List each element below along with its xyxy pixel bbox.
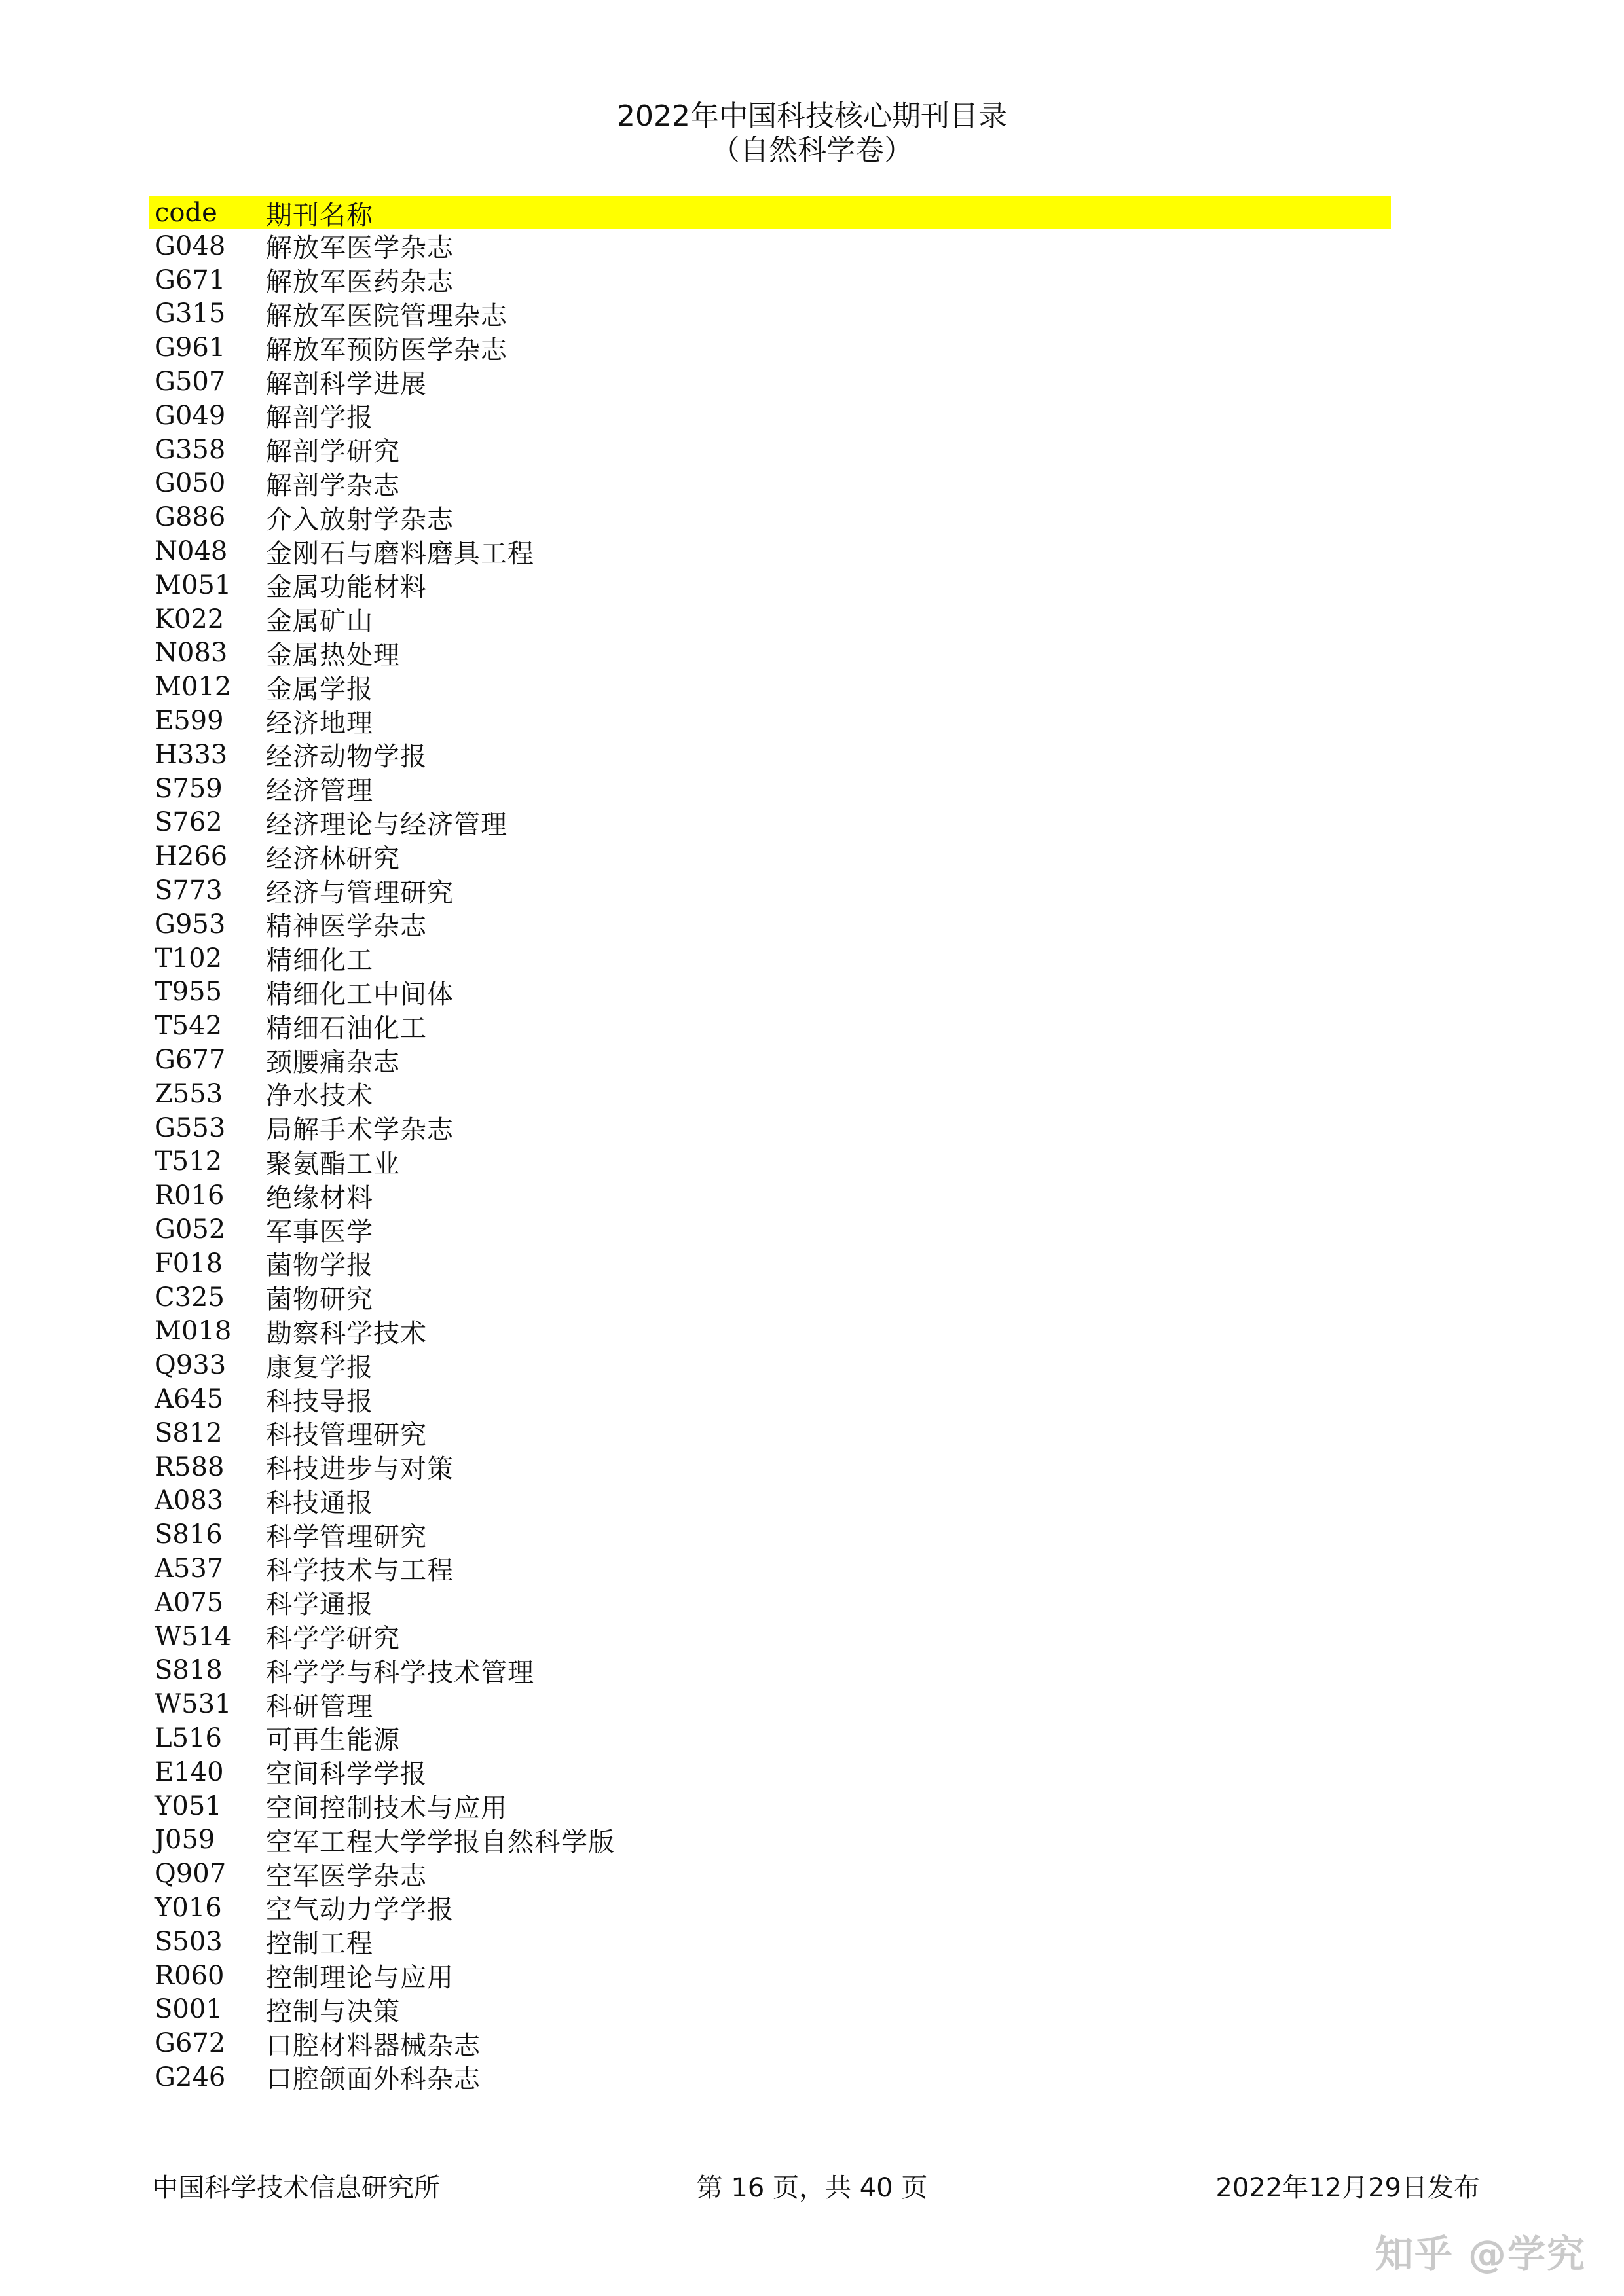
table-row bbox=[149, 1653, 1391, 1687]
journal-name: 经济与管理研究 bbox=[266, 877, 454, 908]
journal-code: A083 bbox=[155, 1485, 224, 1516]
journal-code: S812 bbox=[155, 1417, 223, 1448]
journal-code: J059 bbox=[155, 1825, 215, 1855]
journal-code: G507 bbox=[155, 367, 226, 397]
journal-code: N048 bbox=[155, 536, 228, 567]
journal-name: 净水技术 bbox=[266, 1081, 373, 1112]
journal-name: 科学学研究 bbox=[266, 1624, 400, 1654]
journal-name: 解放军医院管理杂志 bbox=[266, 301, 507, 331]
table-row bbox=[149, 1925, 1391, 1959]
journal-name: 绝缘材料 bbox=[266, 1182, 373, 1213]
journal-name: 金属矿山 bbox=[266, 606, 373, 637]
journal-code: G677 bbox=[155, 1045, 226, 1076]
table-row bbox=[149, 1687, 1391, 1721]
journal-name: 康复学报 bbox=[266, 1352, 373, 1383]
journal-name: 解剖科学进展 bbox=[266, 369, 427, 399]
journal-name: 精神医学杂志 bbox=[266, 911, 427, 942]
table-row bbox=[149, 839, 1391, 873]
journal-code: R060 bbox=[155, 1960, 225, 1991]
table-row bbox=[149, 1009, 1391, 1043]
journal-name: 解放军医学杂志 bbox=[266, 233, 454, 264]
journal-code: L516 bbox=[155, 1722, 222, 1753]
journal-name: 精细化工 bbox=[266, 945, 373, 976]
journal-code: S001 bbox=[155, 1994, 223, 2025]
journal-name: 精细化工中间体 bbox=[266, 979, 454, 1010]
journal-code: N083 bbox=[155, 638, 228, 668]
table-row bbox=[149, 2026, 1391, 2060]
table-row bbox=[149, 1212, 1391, 1247]
journal-code: G049 bbox=[155, 400, 226, 431]
journal-name: 菌物学报 bbox=[266, 1250, 373, 1281]
journal-name: 可再生能源 bbox=[266, 1725, 400, 1756]
journal-code: H333 bbox=[155, 739, 228, 770]
journal-name: 金刚石与磨料磨具工程 bbox=[266, 538, 534, 569]
journal-name: 空间控制技术与应用 bbox=[266, 1793, 507, 1824]
journal-code: H266 bbox=[155, 841, 228, 872]
footer-page-number: 第 16 页，共 40 页 bbox=[696, 2173, 928, 2203]
header-code: code bbox=[155, 198, 217, 228]
journal-name: 控制理论与应用 bbox=[266, 1963, 454, 1994]
journal-name: 颈腰痛杂志 bbox=[266, 1047, 400, 1078]
table-row bbox=[149, 1552, 1391, 1586]
table-body bbox=[149, 229, 1391, 2094]
journal-name: 控制与决策 bbox=[266, 1996, 400, 2027]
table-row bbox=[149, 1450, 1391, 1484]
journal-code: Y016 bbox=[155, 1892, 222, 1923]
table-row bbox=[149, 2060, 1391, 2094]
table-row bbox=[149, 1959, 1391, 1993]
journal-code: G553 bbox=[155, 1112, 226, 1143]
journal-code: A645 bbox=[155, 1383, 224, 1414]
journal-code: G315 bbox=[155, 299, 226, 329]
journal-code: Q933 bbox=[155, 1350, 227, 1381]
table-row bbox=[149, 1247, 1391, 1281]
journal-code: G358 bbox=[155, 434, 226, 465]
journal-name: 科技进步与对策 bbox=[266, 1454, 454, 1485]
journal-name: 介入放射学杂志 bbox=[266, 504, 454, 535]
journal-name: 金属热处理 bbox=[266, 640, 400, 670]
table-row bbox=[149, 500, 1391, 534]
journal-name: 经济理论与经济管理 bbox=[266, 809, 507, 840]
table-row bbox=[149, 670, 1391, 704]
table-row bbox=[149, 806, 1391, 840]
journal-name: 口腔材料器械杂志 bbox=[266, 2030, 481, 2061]
table-row bbox=[149, 297, 1391, 331]
header-name: 期刊名称 bbox=[266, 200, 373, 230]
journal-code: S773 bbox=[155, 875, 223, 906]
journal-code: Y051 bbox=[155, 1791, 222, 1821]
journal-code: T102 bbox=[155, 943, 223, 974]
table-header-row bbox=[149, 196, 1391, 229]
journal-name: 聚氨酯工业 bbox=[266, 1148, 400, 1179]
journal-name: 科技管理研究 bbox=[266, 1420, 427, 1451]
table-row bbox=[149, 1043, 1391, 1077]
journal-code: Q907 bbox=[155, 1859, 227, 1889]
journal-code: G961 bbox=[155, 333, 226, 363]
journal-name: 经济动物学报 bbox=[266, 742, 427, 773]
table-row bbox=[149, 975, 1391, 1010]
journal-name: 菌物研究 bbox=[266, 1285, 373, 1315]
journal-code: G052 bbox=[155, 1214, 226, 1245]
journal-name: 科技通报 bbox=[266, 1487, 373, 1518]
table-row bbox=[149, 1823, 1391, 1857]
journal-code: W514 bbox=[155, 1621, 232, 1652]
journal-code: T542 bbox=[155, 1011, 223, 1042]
journal-code: G671 bbox=[155, 264, 226, 295]
table-row bbox=[149, 1416, 1391, 1450]
journal-code: A075 bbox=[155, 1587, 224, 1618]
journal-name: 经济管理 bbox=[266, 776, 373, 807]
table-row bbox=[149, 1721, 1391, 1755]
table-row bbox=[149, 1891, 1391, 1925]
journal-name: 精细石油化工 bbox=[266, 1013, 427, 1044]
journal-name: 科技导报 bbox=[266, 1386, 373, 1417]
journal-code: S816 bbox=[155, 1520, 223, 1550]
table-row bbox=[149, 263, 1391, 297]
journal-code: G048 bbox=[155, 230, 226, 261]
journal-code: E599 bbox=[155, 706, 224, 737]
table-row bbox=[149, 1789, 1391, 1823]
journal-name: 科学通报 bbox=[266, 1590, 373, 1620]
journal-name: 解剖学杂志 bbox=[266, 470, 400, 501]
journal-code: S762 bbox=[155, 807, 223, 838]
table-row bbox=[149, 738, 1391, 772]
table-row bbox=[149, 365, 1391, 399]
journal-code: S759 bbox=[155, 773, 223, 804]
journal-name: 解剖学研究 bbox=[266, 437, 400, 467]
journal-code: T955 bbox=[155, 977, 223, 1008]
journal-name: 空军工程大学学报自然科学版 bbox=[266, 1827, 615, 1857]
journal-name: 局解手术学杂志 bbox=[266, 1115, 454, 1146]
journal-code: G246 bbox=[155, 2062, 226, 2092]
journal-name: 空军医学杂志 bbox=[266, 1861, 427, 1891]
footer-date: 2022年12月29日发布 bbox=[1215, 2173, 1480, 2203]
table-row bbox=[149, 1992, 1391, 2026]
journal-name: 金属功能材料 bbox=[266, 572, 427, 603]
table-row bbox=[149, 873, 1391, 907]
journal-name: 口腔颌面外科杂志 bbox=[266, 2064, 481, 2095]
journal-code: G050 bbox=[155, 468, 226, 499]
journal-name: 科学管理研究 bbox=[266, 1522, 427, 1552]
table-row bbox=[149, 399, 1391, 433]
journal-name: 军事医学 bbox=[266, 1216, 373, 1247]
journal-code: R588 bbox=[155, 1451, 225, 1482]
journal-table bbox=[149, 196, 1391, 2094]
table-row bbox=[149, 704, 1391, 738]
journal-name: 勘察科学技术 bbox=[266, 1318, 427, 1349]
table-row bbox=[149, 1348, 1391, 1382]
table-row bbox=[149, 1857, 1391, 1891]
table-row bbox=[149, 1620, 1391, 1654]
page-title: 2022年中国科技核心期刊目录 bbox=[617, 100, 1007, 133]
table-row bbox=[149, 331, 1391, 365]
page-subtitle: （自然科学卷） bbox=[711, 134, 913, 167]
journal-code: W531 bbox=[155, 1689, 232, 1720]
journal-code: S503 bbox=[155, 1926, 223, 1957]
journal-name: 空气动力学学报 bbox=[266, 1895, 454, 1925]
journal-name: 经济林研究 bbox=[266, 843, 400, 874]
journal-name: 经济地理 bbox=[266, 708, 373, 738]
journal-code: F018 bbox=[155, 1248, 223, 1279]
table-row bbox=[149, 433, 1391, 467]
table-row bbox=[149, 1077, 1391, 1111]
table-row bbox=[149, 772, 1391, 806]
table-row bbox=[149, 1586, 1391, 1620]
journal-code: G886 bbox=[155, 502, 226, 533]
journal-name: 金属学报 bbox=[266, 674, 373, 704]
journal-code: G672 bbox=[155, 2028, 226, 2059]
journal-code: A537 bbox=[155, 1553, 224, 1584]
journal-name: 空间科学学报 bbox=[266, 1759, 427, 1790]
journal-name: 科学学与科学技术管理 bbox=[266, 1657, 534, 1688]
table-row bbox=[149, 941, 1391, 975]
table-row bbox=[149, 1145, 1391, 1179]
table-row bbox=[149, 1315, 1391, 1349]
table-row bbox=[149, 467, 1391, 501]
journal-code: K022 bbox=[155, 604, 225, 634]
journal-name: 控制工程 bbox=[266, 1929, 373, 1959]
journal-code: M018 bbox=[155, 1316, 232, 1347]
journal-code: M012 bbox=[155, 672, 232, 702]
table-row bbox=[149, 1755, 1391, 1789]
table-row bbox=[149, 1178, 1391, 1212]
journal-code: M051 bbox=[155, 570, 232, 600]
table-row bbox=[149, 229, 1391, 263]
journal-name: 解剖学报 bbox=[266, 403, 373, 433]
journal-name: 解放军医药杂志 bbox=[266, 267, 454, 298]
table-row bbox=[149, 1518, 1391, 1552]
journal-name: 科学技术与工程 bbox=[266, 1556, 454, 1586]
journal-code: R016 bbox=[155, 1180, 225, 1211]
watermark: 知乎 @学究 bbox=[1375, 2232, 1586, 2276]
footer-publisher: 中国科学技术信息研究所 bbox=[152, 2173, 440, 2203]
table-row bbox=[149, 1281, 1391, 1315]
table-row bbox=[149, 602, 1391, 636]
journal-code: T512 bbox=[155, 1146, 223, 1177]
table-row bbox=[149, 907, 1391, 941]
table-row bbox=[149, 636, 1391, 670]
table-row bbox=[149, 1382, 1391, 1416]
table-row bbox=[149, 1484, 1391, 1518]
journal-name: 科研管理 bbox=[266, 1691, 373, 1722]
journal-code: S818 bbox=[155, 1655, 223, 1686]
table-row bbox=[149, 1111, 1391, 1145]
journal-code: E140 bbox=[155, 1757, 224, 1787]
table-row bbox=[149, 568, 1391, 602]
journal-code: C325 bbox=[155, 1282, 225, 1313]
journal-code: G953 bbox=[155, 909, 226, 939]
table-row bbox=[149, 534, 1391, 568]
journal-name: 解放军预防医学杂志 bbox=[266, 335, 507, 365]
journal-code: Z553 bbox=[155, 1078, 223, 1109]
